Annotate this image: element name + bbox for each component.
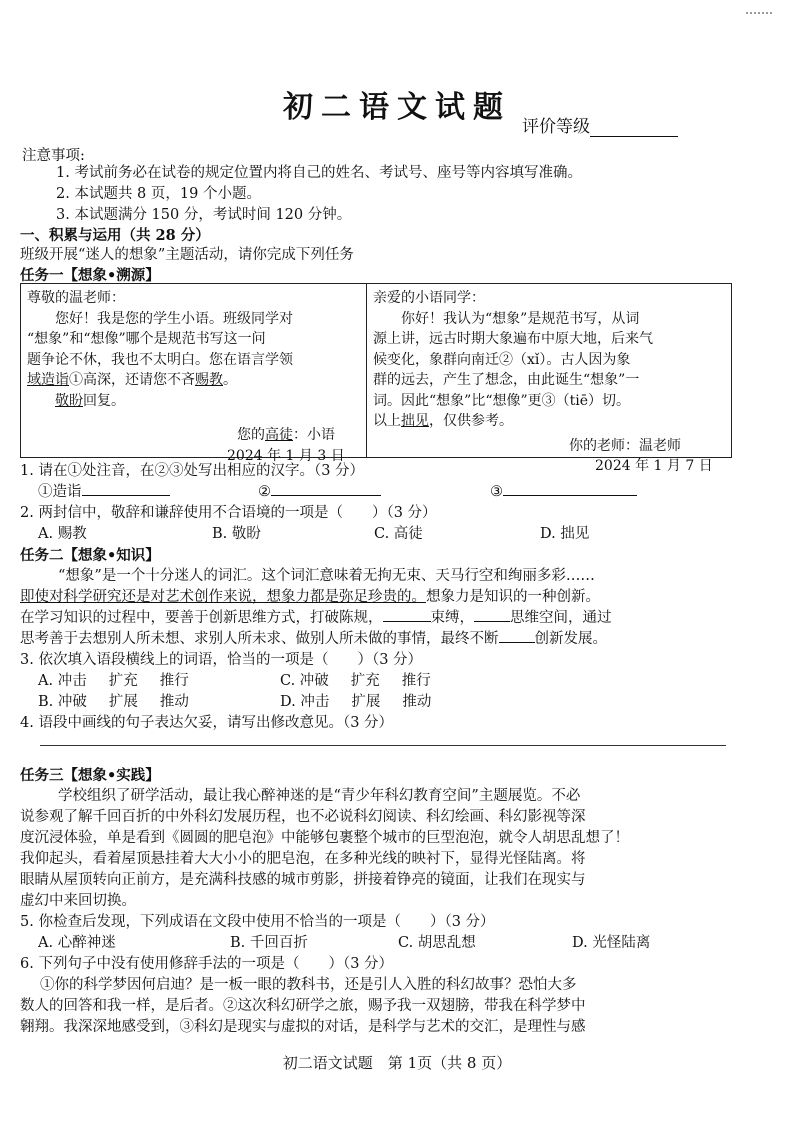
q3-word: 推动 xyxy=(159,694,189,710)
notice-item: 3. 本试题满分 150 分，考试时间 120 分钟。 xyxy=(56,207,352,223)
letter-line xyxy=(27,391,361,412)
task2-line xyxy=(20,587,600,608)
q1-blank-1 xyxy=(38,482,170,503)
notice-item: 1. 考试前务必在试卷的规定位置内将自己的姓名、考试号、座号等内容填写准确。 xyxy=(56,165,582,181)
section-heading: 一、积累与运用（共 28 分） xyxy=(20,227,210,244)
answer-blank[interactable] xyxy=(503,495,637,496)
task2-title: 任务二【想象•知识】 xyxy=(20,547,160,564)
answer-blank[interactable] xyxy=(474,621,510,622)
task3-line: 我仰起头，看着屋顶悬挂着大大小小的肥皂泡，在多种光线的映衬下，显得光怪陆离。将 xyxy=(20,851,586,867)
letters-divider xyxy=(366,284,367,457)
underlined-word: 域造诣 xyxy=(27,372,69,388)
letter-greeting: 亲爱的小语同学： xyxy=(373,290,485,306)
letter-signature xyxy=(27,425,361,446)
letter-line: 你好！我认为“想象”是规范书写，从词 xyxy=(401,310,640,327)
q5-stem: 5. 你检查后发现，下列成语在文段中使用不恰当的一项是（ ）（3 分） xyxy=(20,914,495,930)
q3-option-a[interactable] xyxy=(38,671,189,692)
q5-option[interactable]: B. 千回百折 xyxy=(230,935,308,951)
task3-line: 学校组织了研学活动，最让我心醉神迷的是“青少年科幻教育空间”主题展览。不必 xyxy=(58,788,581,804)
q2-option[interactable]: D. 拙见 xyxy=(540,526,590,542)
grade-label: 评价等级 xyxy=(522,117,590,137)
task3-line: 虚幻中来回切换。 xyxy=(20,893,136,909)
q1-label: ①造诣 xyxy=(38,484,82,500)
task2-text: 思维空间，通过 xyxy=(510,610,612,626)
q1-label: ② xyxy=(258,484,271,500)
q5-option[interactable]: A. 心醉神迷 xyxy=(38,935,116,951)
task2-text: 束缚， xyxy=(430,610,474,626)
q3-word: 推动 xyxy=(402,694,432,710)
q3-word: 扩充 xyxy=(108,673,138,689)
q1-stem: 1. 请在①处注音，在②③处写出相应的汉字。（3 分） xyxy=(20,463,365,479)
letter-signature: 你的老师：温老师 xyxy=(569,437,681,454)
letter-line: 源上讲，远古时期大象遍布中原大地，后来气 xyxy=(373,331,653,347)
letter-line: 候变化，象群向南迁②（xǐ）。古人因为象 xyxy=(373,351,631,368)
answer-blank[interactable] xyxy=(271,495,381,496)
task2-text: 创新发展。 xyxy=(534,631,607,647)
task3-line: 度沉浸体验，单是看到《圆圆的肥皂泡》中能够包裹整个城市的巨型泡泡，就令人胡思乱想了！ xyxy=(20,830,629,846)
task2-text: 在学习知识的过程中，要善于创新思维方式，打破陈规， xyxy=(20,610,383,626)
q3-word: 扩展 xyxy=(108,694,138,710)
q3-word: 推行 xyxy=(159,673,189,689)
letter-line: 题争论不休，我也不太明白。您在语言学领 xyxy=(27,351,293,368)
q2-stem: 2. 两封信中，敬辞和谦辞使用不合语境的一项是（ ）（3 分） xyxy=(20,505,437,521)
notice-heading: 注意事项: xyxy=(22,148,85,164)
q3-word: B. 冲破 xyxy=(38,694,87,710)
q6-stem: 6. 下列句子中没有使用修辞手法的一项是（ ）（3 分） xyxy=(20,956,394,972)
q6-line: ①你的科学梦因何启迪？是一板一眼的教科书，还是引人入胜的科幻故事？恐怕大多 xyxy=(40,977,577,993)
page-title: 初二语文试题 xyxy=(283,90,511,125)
letter-text: 。 xyxy=(223,372,237,388)
q5-option[interactable]: C. 胡思乱想 xyxy=(398,935,476,951)
underlined-sentence: 即使对科学研究还是对艺术创作来说，想象力都是弥足珍贵的。 xyxy=(20,589,426,605)
letter-text: 回复。 xyxy=(83,392,125,409)
q2-option[interactable]: C. 高徒 xyxy=(374,526,423,542)
task3-line: 说参观了解千回百折的中外科幻发展历程，也不必说科幻阅读、科幻绘画、科幻影视等深 xyxy=(20,809,586,825)
q6-line: 翱翔。我深深地感受到，③科幻是现实与虚拟的对话，是科学与艺术的交汇，是理性与感 xyxy=(20,1019,586,1035)
q2-option[interactable]: A. 赐教 xyxy=(38,526,87,542)
underlined-word: 赐教 xyxy=(195,372,223,388)
q3-word: C. 冲破 xyxy=(280,673,329,689)
q3-word: D. 冲击 xyxy=(280,694,330,710)
notice-item: 2. 本试题共 8 页，19 个小题。 xyxy=(56,186,261,202)
task2-line xyxy=(20,629,607,650)
letter-text: 以上 xyxy=(373,413,401,429)
letter-greeting: 尊敬的温老师： xyxy=(27,290,125,306)
task3-title: 任务三【想象•实践】 xyxy=(20,767,160,784)
q4-answer-line[interactable] xyxy=(40,745,726,746)
letter-line: 词。因此“想象”比“想像”更③（tiē）切。 xyxy=(373,392,631,409)
q3-word: 推行 xyxy=(401,673,431,689)
underlined-word: 拙见 xyxy=(401,413,429,429)
task1-title: 任务一【想象•溯源】 xyxy=(20,267,160,284)
task2-line xyxy=(20,608,612,629)
task3-line: 眼睛从屋顶转向正前方，是充满科技感的城市剪影，拼接着铮亮的镜面，让我们在现实与 xyxy=(20,872,586,888)
letter-text: ：小语 xyxy=(293,427,335,443)
letter-line: “想象”和“想像”哪个是规范书写这一问 xyxy=(27,331,266,347)
letter-line xyxy=(373,411,727,432)
letter-text: 您的 xyxy=(237,427,265,443)
page-footer: 初二语文试题 第 1页（共 8 页） xyxy=(282,1054,512,1072)
q1-blank-2 xyxy=(258,482,381,503)
letter-left xyxy=(27,288,361,466)
q3-option-c[interactable] xyxy=(280,671,431,692)
q3-word: A. 冲击 xyxy=(38,673,87,689)
grade-field xyxy=(522,112,678,137)
letter-line: 群的远去，产生了想念，由此诞生“想象”一 xyxy=(373,372,640,388)
task2-line: “想象”是一个十分迷人的词汇。这个词汇意味着无拘无束、天马行空和绚丽多彩…… xyxy=(58,568,595,584)
q3-stem: 3. 依次填入语段横线上的词语，恰当的一项是（ ）（3 分） xyxy=(20,652,423,668)
task2-text: 想象力是知识的一种创新。 xyxy=(426,589,600,605)
letter-line: 您好！我是您的学生小语。班级同学对 xyxy=(55,310,293,327)
task2-text: 思考善于去想别人所未想、求别人所未求、做别人所未做的事情，最终不断 xyxy=(20,631,499,647)
underlined-word: 敬盼 xyxy=(55,392,83,409)
letter-date: 2024 年 1 月 7 日 xyxy=(595,458,713,474)
underlined-word: 高徒 xyxy=(265,427,293,443)
letter-line xyxy=(27,370,361,391)
letter-right xyxy=(373,288,727,477)
q3-option-b[interactable] xyxy=(38,692,189,713)
letter-date: 2024 年 1 月 3 日 xyxy=(227,447,345,464)
q4-stem: 4. 语段中画线的句子表达欠妥，请写出修改意见。（3 分） xyxy=(20,715,394,731)
q1-blank-3 xyxy=(490,482,637,503)
scan-mark xyxy=(746,12,772,22)
q3-word: 扩展 xyxy=(351,694,381,710)
answer-blank[interactable] xyxy=(82,495,170,496)
letter-text: ，仅供参考。 xyxy=(429,413,513,429)
q6-line: 数人的回答和我一样，是后者。②这次科幻研学之旅，赐予我一双翅膀，带我在科学梦中 xyxy=(20,998,586,1014)
q3-word: 扩充 xyxy=(350,673,380,689)
answer-blank[interactable] xyxy=(499,642,535,643)
section-intro: 班级开展“迷人的想象”主题活动，请你完成下列任务 xyxy=(20,247,354,263)
q5-option[interactable]: D. 光怪陆离 xyxy=(572,935,651,951)
letter-text: ①高深，还请您不吝 xyxy=(69,372,195,388)
grade-blank[interactable] xyxy=(590,120,678,137)
q2-option[interactable]: B. 敬盼 xyxy=(212,526,261,542)
q1-label: ③ xyxy=(490,484,503,500)
answer-blank[interactable] xyxy=(383,621,431,622)
q3-option-d[interactable] xyxy=(280,692,431,713)
